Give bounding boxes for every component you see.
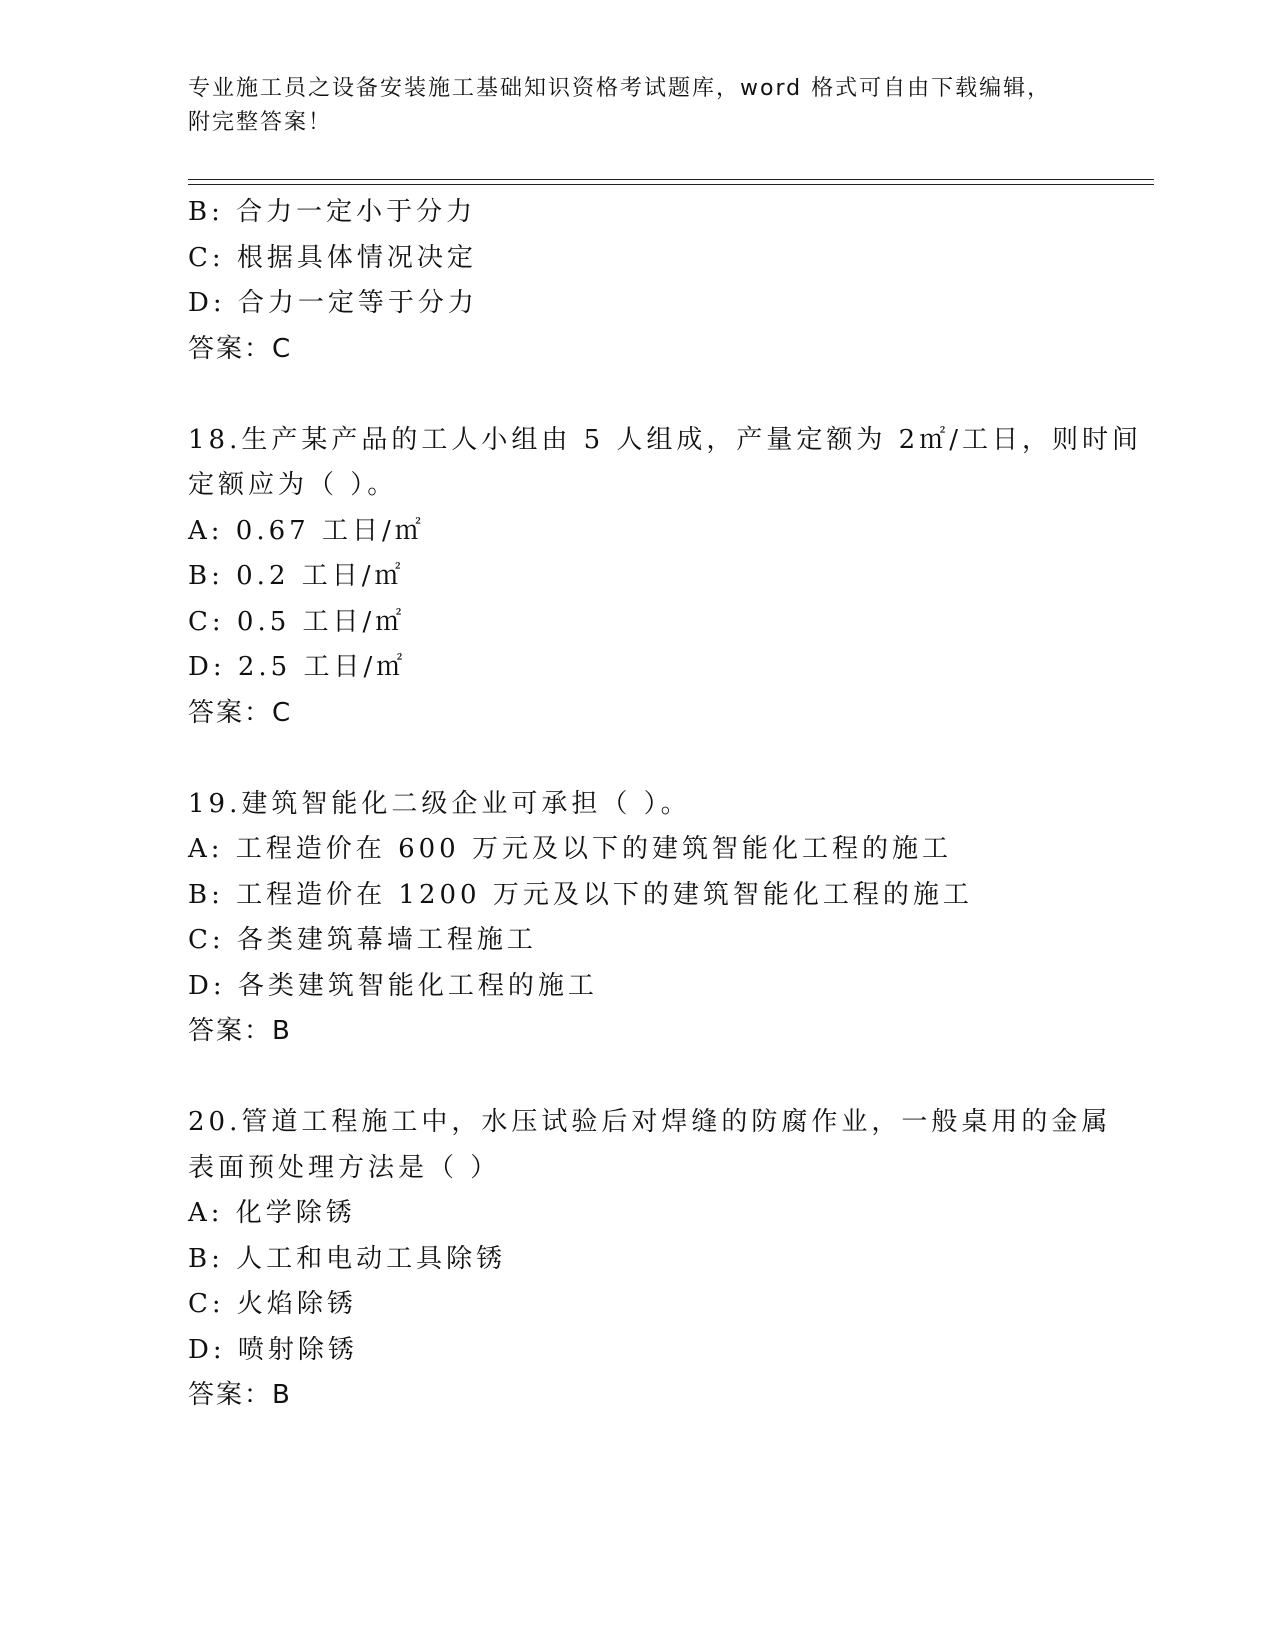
answer-line: 答案：B: [188, 1380, 292, 1410]
question-18: [188, 418, 1142, 737]
question-stem: 18.生产某产品的工人小组由 5 人组成，产量定额为 2㎡/工日，则时间: [188, 424, 1142, 455]
document-header: [188, 72, 1088, 140]
option-c: C: 0.5 工日/㎡: [188, 606, 406, 637]
answer-line: 答案：C: [188, 333, 293, 364]
option-d: D: 喷射除锈: [188, 1334, 358, 1365]
spacer: [188, 736, 1088, 782]
question-19: [188, 782, 1088, 1055]
option-c: C: 根据具体情况决定: [188, 242, 477, 273]
header-line-1: 专业施工员之设备安装施工基础知识资格考试题库，word 格式可自由下载编辑，: [188, 76, 1052, 101]
option-c: C: 各类建筑幕墙工程施工: [188, 925, 537, 955]
option-b: B: 人工和电动工具除锈: [188, 1243, 507, 1274]
spacer: [188, 372, 1088, 418]
header-line-2: 附完整答案！: [188, 110, 333, 135]
option-c: C: 火焰除锈: [188, 1289, 357, 1319]
option-b: B: 0.2 工日/㎡: [188, 561, 405, 591]
answer-line: 答案：B: [188, 1016, 292, 1046]
option-a: A: 0.67 工日/㎡: [188, 515, 425, 546]
option-a: A: 工程造价在 600 万元及以下的建筑智能化工程的施工: [188, 834, 952, 864]
option-b: B: 工程造价在 1200 万元及以下的建筑智能化工程的施工: [188, 879, 973, 910]
option-d: D: 合力一定等于分力: [188, 288, 478, 318]
question-list: [188, 190, 1142, 1419]
option-d: D: 2.5 工日/㎡: [188, 652, 407, 682]
question-17-tail: [188, 190, 1088, 372]
option-b: B: 合力一定小于分力: [188, 197, 477, 227]
header-divider-bottom: [188, 184, 1154, 185]
answer-line: 答案：C: [188, 697, 293, 728]
option-d: D: 各类建筑智能化工程的施工: [188, 970, 598, 1001]
header-divider-top: [188, 179, 1154, 180]
question-20: [188, 1100, 1112, 1419]
question-stem: 19.建筑智能化二级企业可承担（ ）。: [188, 788, 691, 819]
question-stem-continued: 表面预处理方法是（ ）: [188, 1152, 501, 1183]
spacer: [188, 1055, 1088, 1101]
question-stem-continued: 定额应为（ ）。: [188, 470, 398, 500]
question-stem: 20.管道工程施工中，水压试验后对焊缝的防腐作业，一般桌用的金属: [188, 1107, 1112, 1137]
option-a: A: 化学除锈: [188, 1198, 356, 1228]
